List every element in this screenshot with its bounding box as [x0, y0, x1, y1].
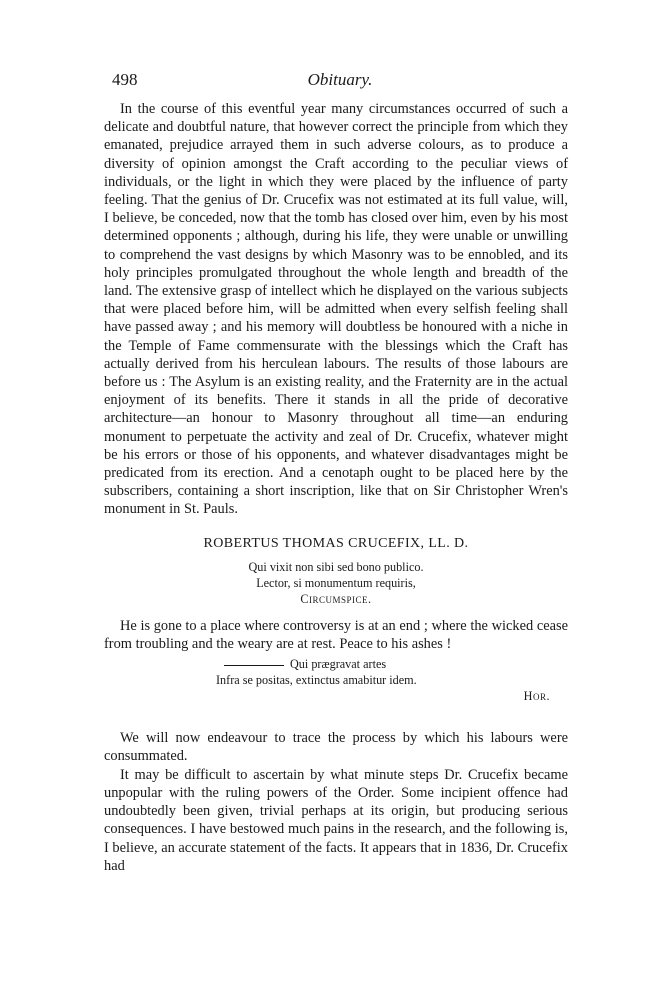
epitaph [104, 535, 568, 607]
quote-dash [224, 665, 284, 666]
running-head: Obituary. [307, 70, 373, 89]
page-header [112, 70, 568, 94]
paragraph: He is gone to a place where controversy is at an end ; where the wicked cease from troubling and the weary are at rest. Peace to his ashes ! [104, 617, 568, 653]
epitaph-line: Lector, si monumentum requiris, [256, 575, 416, 590]
epitaph-line: Circumspice. [300, 591, 372, 606]
quote-attribution: Hor. [523, 689, 550, 704]
paragraph: It may be difficult to ascertain by what minute steps Dr. Crucefix became unpopular with the ruling powers of the Order. Some incipient offence had undoubtedly been given, trivial perhaps at its origin, but producing serious consequences. I have bestowed much pains in the research, and the following is, I believe, an accurate statement of the facts. It appears that in 1836, Dr. Crucefix had [104, 766, 568, 874]
quote-line: Infra se positas, extinctus amabitur idem. [216, 673, 417, 688]
epitaph-name: ROBERTUS THOMAS CRUCEFIX, LL. D. [203, 535, 469, 551]
paragraph: We will now endeavour to trace the process by which his labours were consummated. [104, 730, 568, 765]
quote-line: Qui prægravat artes [290, 657, 387, 672]
paragraph: In the course of this eventful year many circumstances occurred of such a delicate and doubtful nature, that however correct the principle from which they emanated, prejudice arrayed them in such adverse colours, as to produce a diversity of opinion amongst the Craft according to the peculiar views of individuals, or the light in which they were placed by the influence of party feeling. That the genius of Dr. Crucefix was not estimated at its full value, will, I believe, be conceded, now that the tomb has closed over him, even by his most determined opponents ; although, during his life, they were unable or unwilling to comprehend the vast designs by which Masonry was to be ennobled, and its holy principles promulgated throughout the whole length and breadth of the land. The extensive grasp of intellect which he displayed on the various subjects that were placed before him, will be admitted when every selfish feeling shall have passed away ; and his memory will doubtless be honoured with a niche in the Temple of Fame commensurate with the blessings which the Craft has actually derived from his herculean labours. The results of those labours are before us : The Asylum is an existing reality, and the Fraternity are in the actual enjoyment of its benefits. There it stands in all the pride of decorative architecture—an honour to Masonry throughout all time—an enduring monument to perpetuate the activity and zeal of Dr. Crucefix, whatever might be his errors or those of his opponents, and whatever disadvantages might be predicated from its erection. And a cenotaph ought to be placed here by the subscribers, containing a short inscription, like that on Sir Christopher Wren's monument in St. Pauls. [104, 101, 568, 518]
epitaph-line: Qui vixit non sibi sed bono publico. [248, 559, 424, 574]
page-number: 498 [112, 70, 138, 89]
latin-quote [104, 657, 568, 713]
page-body [104, 100, 568, 875]
